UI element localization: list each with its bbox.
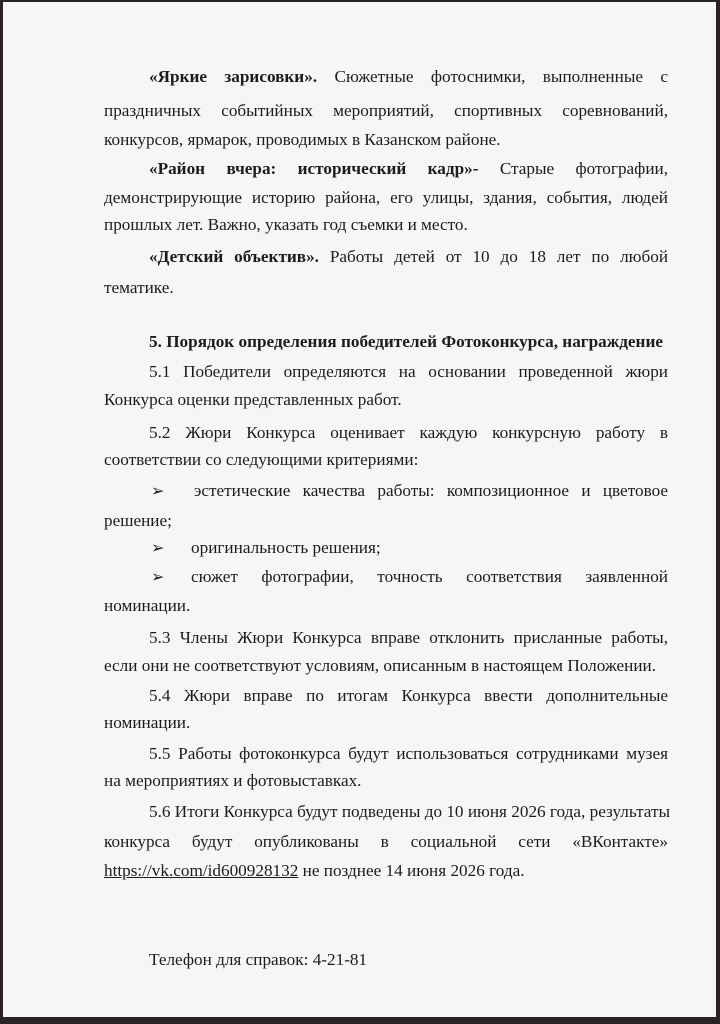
nomination-3-line-2: тематике. [104,278,174,297]
paragraph-5-4-line-2: номинации. [104,713,191,732]
paragraph-5-3-line-2: если они не соответствуют условиям, описанным в настоящем Положении. [104,656,657,675]
criterion-3-line-1: сюжет фотографии, точность соответствия заявленной [191,567,668,586]
nomination-text: Сюжетные фотоснимки, выполненные с [334,67,668,86]
nomination-1-line-1 [149,67,668,87]
paragraph-5-2-line-1: 5.2 Жюри Конкурса оценивает каждую конкурсную работу в [149,423,668,442]
paragraph-5-2-line-2: соответствии со следующими критериями: [104,450,419,469]
nomination-3-line-1 [149,247,668,267]
nomination-2-line-3: прошлых лет. Важно, указать год съемки и место. [104,215,468,234]
paragraph-5-3-line-1: 5.3 Члены Жюри Конкурса вправе отклонить присланные работы, [149,628,668,647]
nomination-title: «Район вчера: исторический кадр»- [149,159,479,178]
document-page [3,2,716,1017]
paragraph-5-6-line-1: 5.6 Итоги Конкурса будут подведены до 10 июня 2026 года, результаты [149,802,671,821]
paragraph-5-1-line-2: Конкурса оценки представленных работ. [104,390,402,409]
paragraph-5-5-line-1: 5.5 Работы фотоконкурса будут использоваться сотрудниками музея [149,744,668,763]
criterion-1-line-1: эстетические качества работы: композиционное и цветовое [194,481,668,500]
nomination-1-line-2: праздничных событийных мероприятий, спортивных соревнований, [104,101,668,120]
paragraph-5-4-line-1: 5.4 Жюри вправе по итогам Конкурса ввести дополнительные [149,686,668,705]
nomination-1-line-3: конкурсов, ярмарок, проводимых в Казанском районе. [104,130,501,149]
criterion-2-line-1: оригинальность решения; [191,538,381,557]
paragraph-5-6-line-2: конкурса будут опубликованы в социальной сети «ВКонтакте» [104,832,668,851]
nomination-title: «Детский объектив». [149,247,319,266]
contact-phone: Телефон для справок: 4-21-81 [149,950,368,969]
bullet-arrow-icon: ➢ [151,540,165,557]
vk-link[interactable]: https://vk.com/id600928132 [104,861,299,880]
nomination-2-line-1 [149,159,668,179]
nomination-title: «Яркие зарисовки». [149,67,318,86]
bullet-arrow-icon: ➢ [151,569,165,586]
criterion-3-line-2: номинации. [104,596,191,615]
paragraph-5-5-line-2: на мероприятиях и фотовыставках. [104,771,362,790]
bullet-arrow-icon: ➢ [151,483,165,500]
nomination-2-line-2: демонстрирующие историю района, его улицы, здания, события, людей [104,188,668,207]
paragraph-5-1-line-1: 5.1 Победители определяются на основании проведенной жюри [149,362,668,381]
section-heading: 5. Порядок определения победителей Фотоконкурса, награждение [149,332,663,351]
paragraph-5-6-line-3 [104,861,525,881]
nomination-text: Старые фотографии, [499,159,669,178]
paragraph-5-6-rest: не позднее 14 июня 2026 года. [298,861,525,880]
nomination-text: Работы детей от 10 до 18 лет по любой [329,247,669,266]
criterion-1-line-2: решение; [104,511,172,530]
